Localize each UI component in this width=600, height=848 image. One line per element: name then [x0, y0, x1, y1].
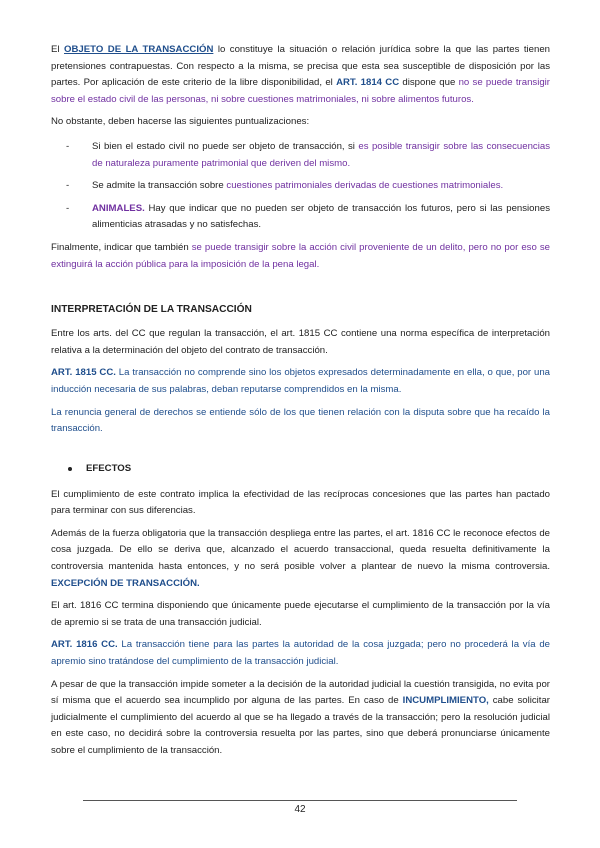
round-bullet [68, 467, 72, 471]
paragraph-cumplimiento: El cumplimiento de este contrato implica la efectividad de las recíprocas concesiones que las partes han pactado para terminar con sus diferencias. [51, 488, 550, 517]
paragraph-art-1816: El art. 1816 CC termina disponiendo que únicamente puede ejecutarse el cumplimiento de la transacción por la vía de apremio si se trata de una transacción judicial. [51, 600, 550, 628]
article-ref-1814: ART. 1814 CC [336, 77, 400, 89]
list-item: - ANIMALES. Hay que indicar que no pueden ser objeto de transacción los futuros, pero si las pensiones alimenticias atrasadas y no satisfechas. [51, 201, 550, 234]
article-1815-quote: ART. 1815 CC. La transacción no comprende sino los objetos expresados determinadamente en ella, o que, por una inducción necesaria de sus palabras, deban reputarse comprendidos en la misma. [51, 367, 550, 395]
list-item: - Se admite la transacción sobre cuestiones patrimoniales derivadas de cuestiones matrimoniales. [51, 178, 550, 195]
list-item: - Si bien el estado civil no puede ser objeto de transacción, si es posible transigir sobre las consecuencias de naturaleza puramente patrimonial que deriven del mismo. [51, 139, 550, 172]
paragraph-renuncia: La renuncia general de derechos se entiende sólo de los que tienen relación con la disputa sobre que ha recaído la transacción. [51, 406, 550, 435]
section-heading: INTERPRETACIÓN DE LA TRANSACCIÓN [51, 304, 252, 316]
efectos-heading: EFECTOS [51, 461, 550, 477]
paragraph-objeto: El OBJETO DE LA TRANSACCIÓN lo constituye la situación o relación jurídica sobre la que las partes tienen pretensiones contrapuestas. Con respecto a la misma, se precisa que esta sea susceptible de disposición por las partes. Por aplicación de este criterio de la libre disponibilidad, el ART. 1814 CC dispone que no se puede transigir sobre el estado civil de las personas, ni sobre cuestiones matrimoniales, ni sobre alimentos futuros. [51, 44, 551, 105]
document-body [51, 40, 550, 760]
term-animales: ANIMALES. [92, 202, 145, 214]
highlight-text: no se puede transigir sobre el estado civil de las personas, ni sobre cuestiones matrimoniales, ni sobre alimentos futuros. [51, 77, 551, 105]
dash-bullet: - [66, 202, 70, 214]
term-incumplimiento: INCUMPLIMIENTO, [402, 695, 489, 707]
dash-bullet: - [66, 140, 70, 152]
footer-divider [83, 800, 517, 801]
paragraph-puntualizaciones: No obstante, deben hacerse las siguientes puntualizaciones: [51, 116, 310, 128]
paragraph-interpretacion: Entre los arts. del CC que regulan la transacción, el art. 1815 CC contiene una norma específica de interpretación relativa a la determinación del objeto del contrato de transacción. [51, 328, 550, 356]
paragraph-fuerza-obligatoria: Además de la fuerza obligatoria que la transacción despliega entre las partes, el art. 1816 CC le reconoce efectos de cosa juzgada. De ello se deriva que, alcanzado el acuerdo transaccional, queda resuelta definitivamente la controversia mantenida hasta entonces, y no será posible volver a plantear de nuevo la misma controversia. EXCEPCIÓN DE TRANSACCIÓN. [51, 527, 550, 589]
article-1816-quote: ART. 1816 CC. La transacción tiene para las partes la autoridad de la cosa juzgada; pero no procederá la vía de apremio sino tratándose del cumplimiento de la transacción judicial. [51, 639, 550, 668]
term-excepcion: EXCEPCIÓN DE TRANSACCIÓN. [51, 577, 200, 589]
paragraph-finalmente: Finalmente, indicar que también se puede transigir sobre la acción civil proveniente de un delito, pero no por eso se extinguirá la acción pública para la imposición de la pena legal. [51, 241, 550, 270]
dash-bullet: - [66, 180, 70, 192]
term-objeto-transaccion: OBJETO DE LA TRANSACCIÓN [64, 44, 214, 55]
page-number: 42 [294, 804, 306, 815]
paragraph-incumplimiento: A pesar de que la transacción impide someter a la decisión de la autoridad judicial la cuestión transigida, no evita por sí misma que el acuerdo sea incumplido por alguna de las partes. En caso de INCUMPLIMIENTO, cabe solicitar judicialmente el cumplimiento del acuerdo al que se ha llegado a través de la transacción; pero la resolución judicial en este caso, no decidirá sobre la controversia resuelta por las partes, sino que deberá pronunciarse únicamente sobre el cumplimiento de la transacción. [51, 678, 550, 756]
